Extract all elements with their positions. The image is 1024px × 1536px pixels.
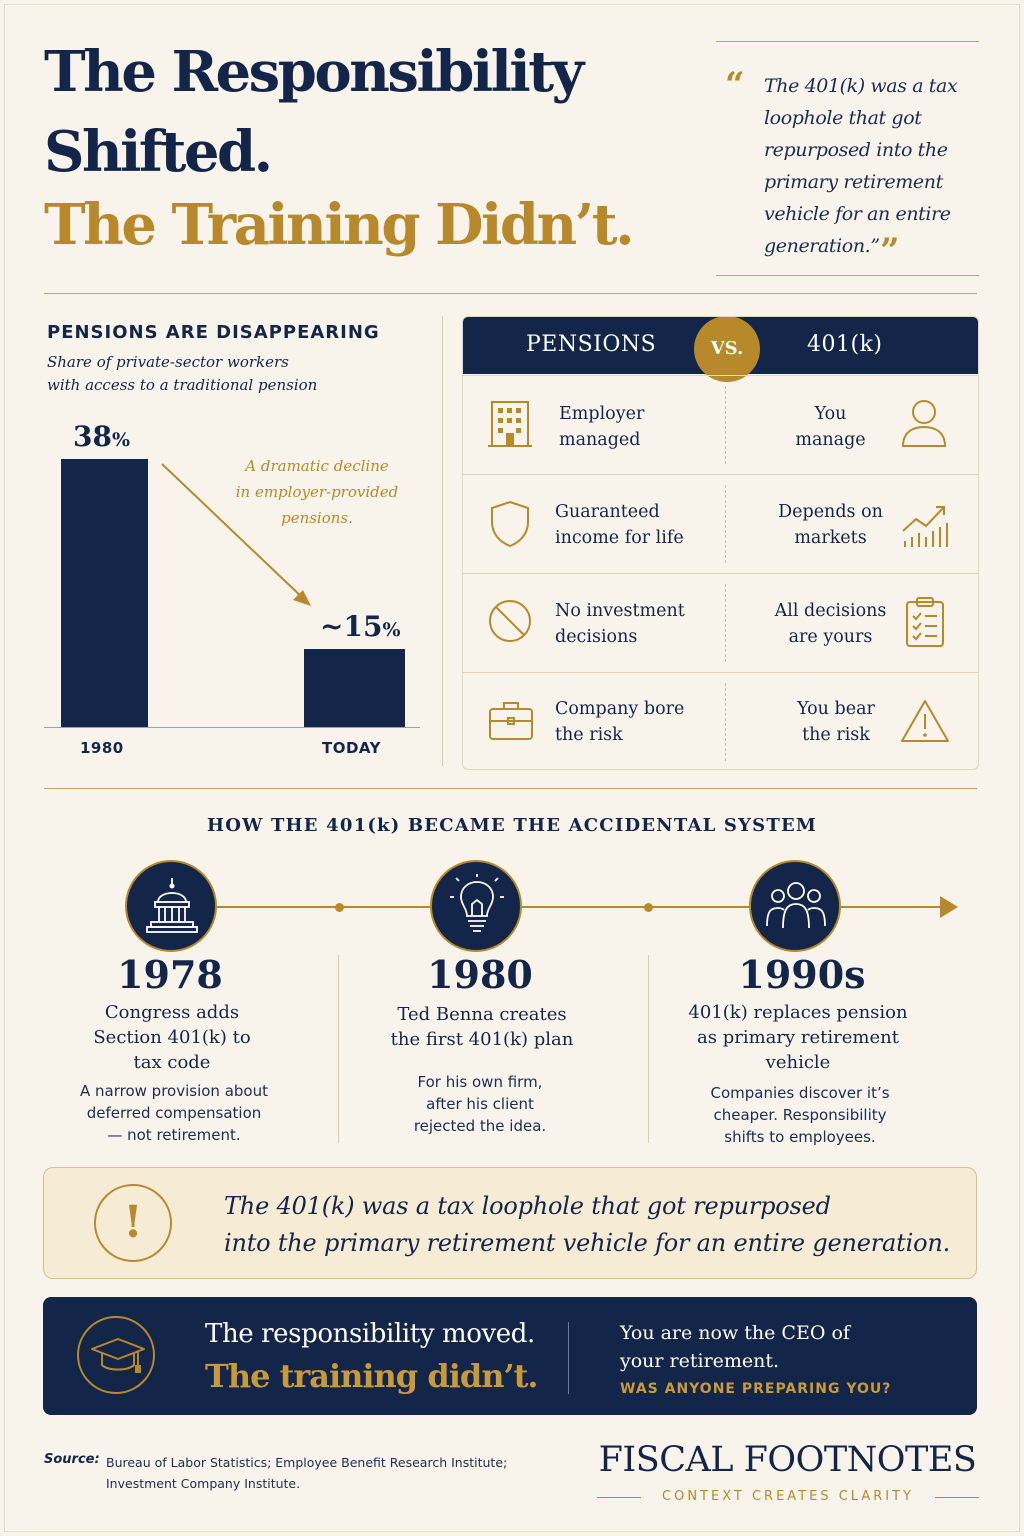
timeline-circle xyxy=(749,860,841,952)
title-line-3: The Training Didn’t. xyxy=(44,192,633,258)
pension-point: No investment decisions xyxy=(555,601,685,647)
mid-divider xyxy=(44,788,977,789)
timeline-col-divider xyxy=(338,955,339,1143)
source-text: Bureau of Labor Statistics; Employee Benefit Research Institute; Investment Company Institute. xyxy=(106,1455,508,1491)
cta-banner xyxy=(43,1297,977,1415)
timeline-col-divider xyxy=(648,955,649,1143)
source-label: Source: xyxy=(44,1452,100,1467)
timeline-arrowhead xyxy=(940,896,958,918)
highlight-text: The 401(k) was a tax loophole that got repurposed into the primary retirement vehicle for an entire generation. xyxy=(224,1192,951,1257)
bar-value-1980: 38% xyxy=(73,420,131,453)
timeline-circle xyxy=(430,860,522,952)
pensions-title: PENSIONS ARE DISAPPEARING xyxy=(47,322,380,343)
highlight-callout xyxy=(43,1167,977,1279)
row-divider xyxy=(725,485,726,563)
event-year: 1990s xyxy=(738,952,866,997)
shield-icon xyxy=(489,499,531,549)
timeline-title: HOW THE 401(k) BECAME THE ACCIDENTAL SYSTEM xyxy=(206,815,818,836)
title-line-1: The Responsibility xyxy=(44,39,582,105)
brand-name: FISCAL FOOTNOTES xyxy=(598,1440,977,1480)
row-divider xyxy=(725,683,726,761)
bar-value-today: ~15% xyxy=(320,610,401,643)
person-icon xyxy=(899,398,949,450)
warning-icon xyxy=(899,697,951,745)
event-heading: 401(k) replaces pension as primary retirement vehicle xyxy=(688,1002,908,1073)
section-divider xyxy=(442,316,443,766)
timeline-circle xyxy=(125,860,217,952)
banner-separator xyxy=(568,1322,569,1394)
quote-top-rule xyxy=(716,41,979,42)
event-description: Companies discover it’s cheaper. Responsibility shifts to employees. xyxy=(710,1084,890,1146)
prohibited-icon xyxy=(487,598,533,644)
event-year: 1980 xyxy=(427,952,533,997)
graduation-cap-circle xyxy=(77,1316,155,1394)
pensions-subtitle-1: Share of private-sector workers xyxy=(47,353,289,371)
401k-point: Depends on markets xyxy=(778,502,883,548)
comparison-row xyxy=(463,672,978,770)
event-description: For his own firm, after his client rejected the idea. xyxy=(413,1073,547,1135)
comparison-row xyxy=(463,573,978,672)
bar-label-1980: 1980 xyxy=(80,739,124,757)
bar-label-today: TODAY xyxy=(322,739,381,757)
briefcase-icon xyxy=(487,699,535,743)
people-icon xyxy=(763,878,829,934)
open-quote-mark: “ xyxy=(725,65,745,105)
decline-arrow xyxy=(150,455,320,615)
comparison-table xyxy=(462,316,979,770)
vs-badge: VS. xyxy=(694,316,760,382)
bar-today xyxy=(304,649,405,727)
chart-baseline xyxy=(44,727,420,728)
banner-question: WAS ANYONE PREPARING YOU? xyxy=(620,1381,892,1397)
pension-point: Employer managed xyxy=(559,404,645,450)
header-quote: The 401(k) was a tax loophole that got repurposed into the primary retirement vehicle for an entire generation.” xyxy=(764,75,958,257)
pensions-subtitle-2: with access to a traditional pension xyxy=(47,376,318,394)
banner-line-1: The responsibility moved. xyxy=(205,1319,535,1349)
close-quote-mark: ” xyxy=(880,231,900,271)
pension-point: Guaranteed income for life xyxy=(555,502,684,548)
401k-point: All decisions are yours xyxy=(774,601,887,647)
event-heading: Ted Benna creates the first 401(k) plan xyxy=(390,1004,574,1050)
checklist-icon xyxy=(903,596,947,650)
lightbulb-icon xyxy=(448,874,506,938)
pensions-header: PENSIONS xyxy=(526,332,657,357)
401k-point: You bear the risk xyxy=(797,699,875,745)
event-heading: Congress adds Section 401(k) to tax code xyxy=(93,1002,251,1073)
comparison-row xyxy=(463,474,978,573)
brand-tagline: CONTEXT CREATES CLARITY xyxy=(662,1489,914,1504)
graduation-cap-icon xyxy=(90,1335,146,1377)
event-year: 1978 xyxy=(117,952,223,997)
building-icon xyxy=(487,398,533,450)
quote-bottom-rule xyxy=(716,275,979,276)
banner-ceo-text: You are now the CEO of your retirement. xyxy=(620,1322,850,1372)
comparison-row xyxy=(463,375,978,474)
401k-point: You manage xyxy=(795,404,866,450)
header-divider xyxy=(44,293,977,294)
pension-point: Company bore the risk xyxy=(555,699,685,745)
row-divider xyxy=(725,386,726,464)
banner-line-2: The training didn’t. xyxy=(205,1357,538,1395)
decline-annotation: A dramatic decline in employer-provided pensions. xyxy=(235,457,399,527)
capitol-icon xyxy=(144,876,200,936)
timeline-dot xyxy=(335,903,344,912)
row-divider xyxy=(725,584,726,662)
tagline-rule-right xyxy=(935,1497,979,1498)
event-description: A narrow provision about deferred compensation — not retirement. xyxy=(80,1082,268,1144)
401k-header: 401(k) xyxy=(807,332,883,357)
exclamation-icon: ! xyxy=(94,1184,172,1262)
title-line-2: Shifted. xyxy=(44,119,271,185)
bar-1980 xyxy=(61,459,148,727)
growth-chart-icon xyxy=(900,501,950,551)
timeline-dot xyxy=(644,903,653,912)
